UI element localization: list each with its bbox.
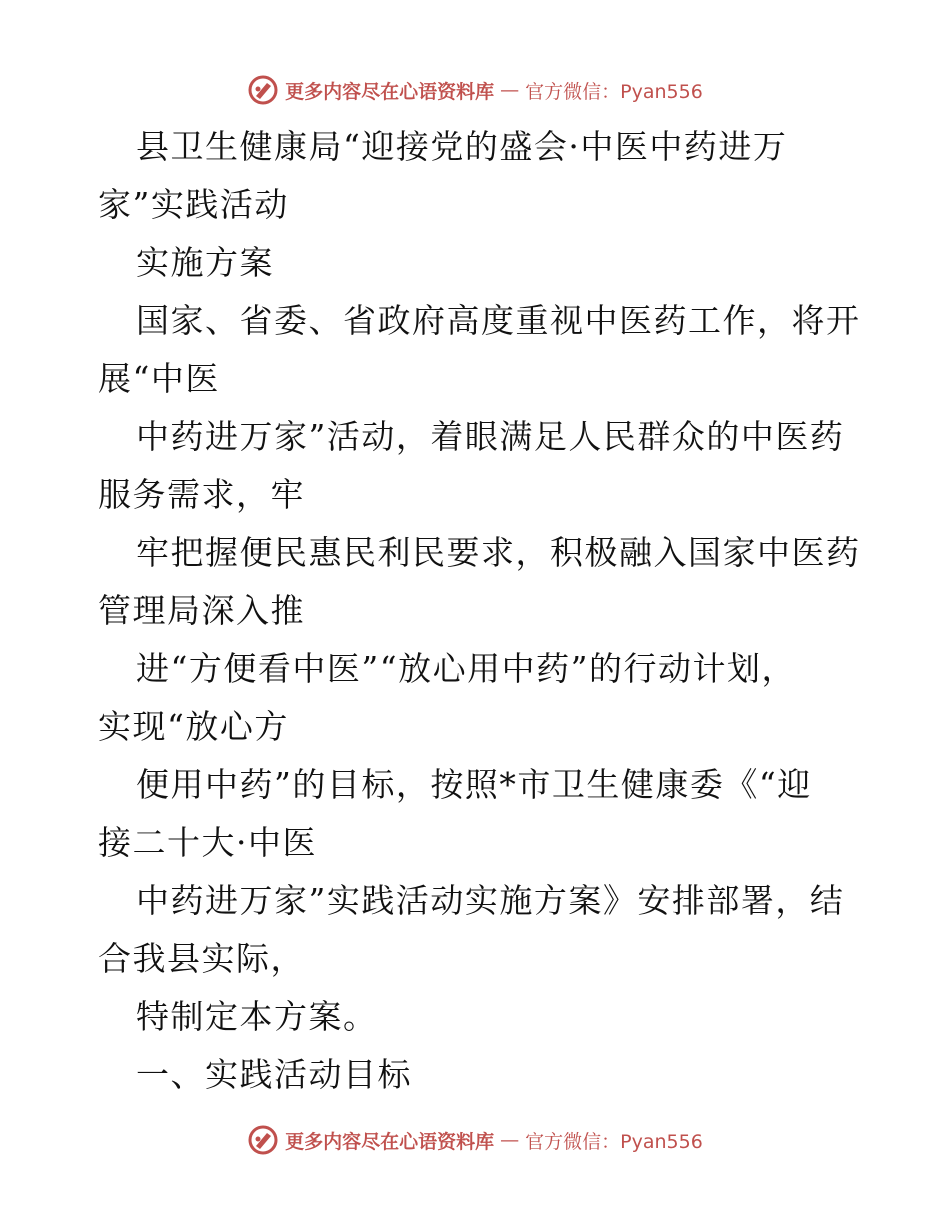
watermark-main-text: 更多内容尽在心语资料库 xyxy=(285,1130,495,1153)
text-line: 管理局深入推 xyxy=(98,591,305,630)
text-line: 实施方案 xyxy=(136,243,274,282)
footer-watermark xyxy=(0,1120,950,1160)
header-watermark xyxy=(0,70,950,110)
watermark-wechat-text: 官方微信：Pyan556 xyxy=(525,80,703,103)
text-line: 实现“放心方 xyxy=(98,707,289,746)
text-line: 县卫生健康局“迎接党的盛会·中医中药进万 xyxy=(136,127,788,166)
text-line: 接二十大·中医 xyxy=(98,823,317,862)
text-line: 便用中药”的目标，按照*市卫生健康委《“迎 xyxy=(136,765,812,804)
text-line: 中药进万家”活动，着眼满足人民群众的中医药 xyxy=(136,417,845,456)
text-line: 中药进万家”实践活动实施方案》安排部署，结 xyxy=(136,881,845,920)
text-line: 特制定本方案。 xyxy=(136,997,378,1036)
text-line: 展“中医 xyxy=(98,359,220,398)
text-line: 国家、省委、省政府高度重视中医药工作，将开 xyxy=(136,301,861,340)
text-line: 牢把握便民惠民利民要求，积极融入国家中医药 xyxy=(136,533,861,572)
text-line: 合我县实际， xyxy=(98,939,305,978)
text-line: 进“方便看中医”“放心用中药”的行动计划， xyxy=(136,649,796,688)
text-line: 服务需求，牢 xyxy=(98,475,305,514)
brand-logo-icon xyxy=(247,1124,279,1156)
watermark-wechat-text: 官方微信：Pyan556 xyxy=(525,1130,703,1153)
watermark-dash: — xyxy=(500,1129,520,1151)
watermark-main-text: 更多内容尽在心语资料库 xyxy=(285,80,495,103)
text-line: 家”实践活动 xyxy=(98,185,289,224)
watermark-dash: — xyxy=(500,79,520,101)
text-line: 一、实践活动目标 xyxy=(136,1055,412,1094)
document-body xyxy=(98,118,861,1104)
brand-logo-icon xyxy=(247,74,279,106)
